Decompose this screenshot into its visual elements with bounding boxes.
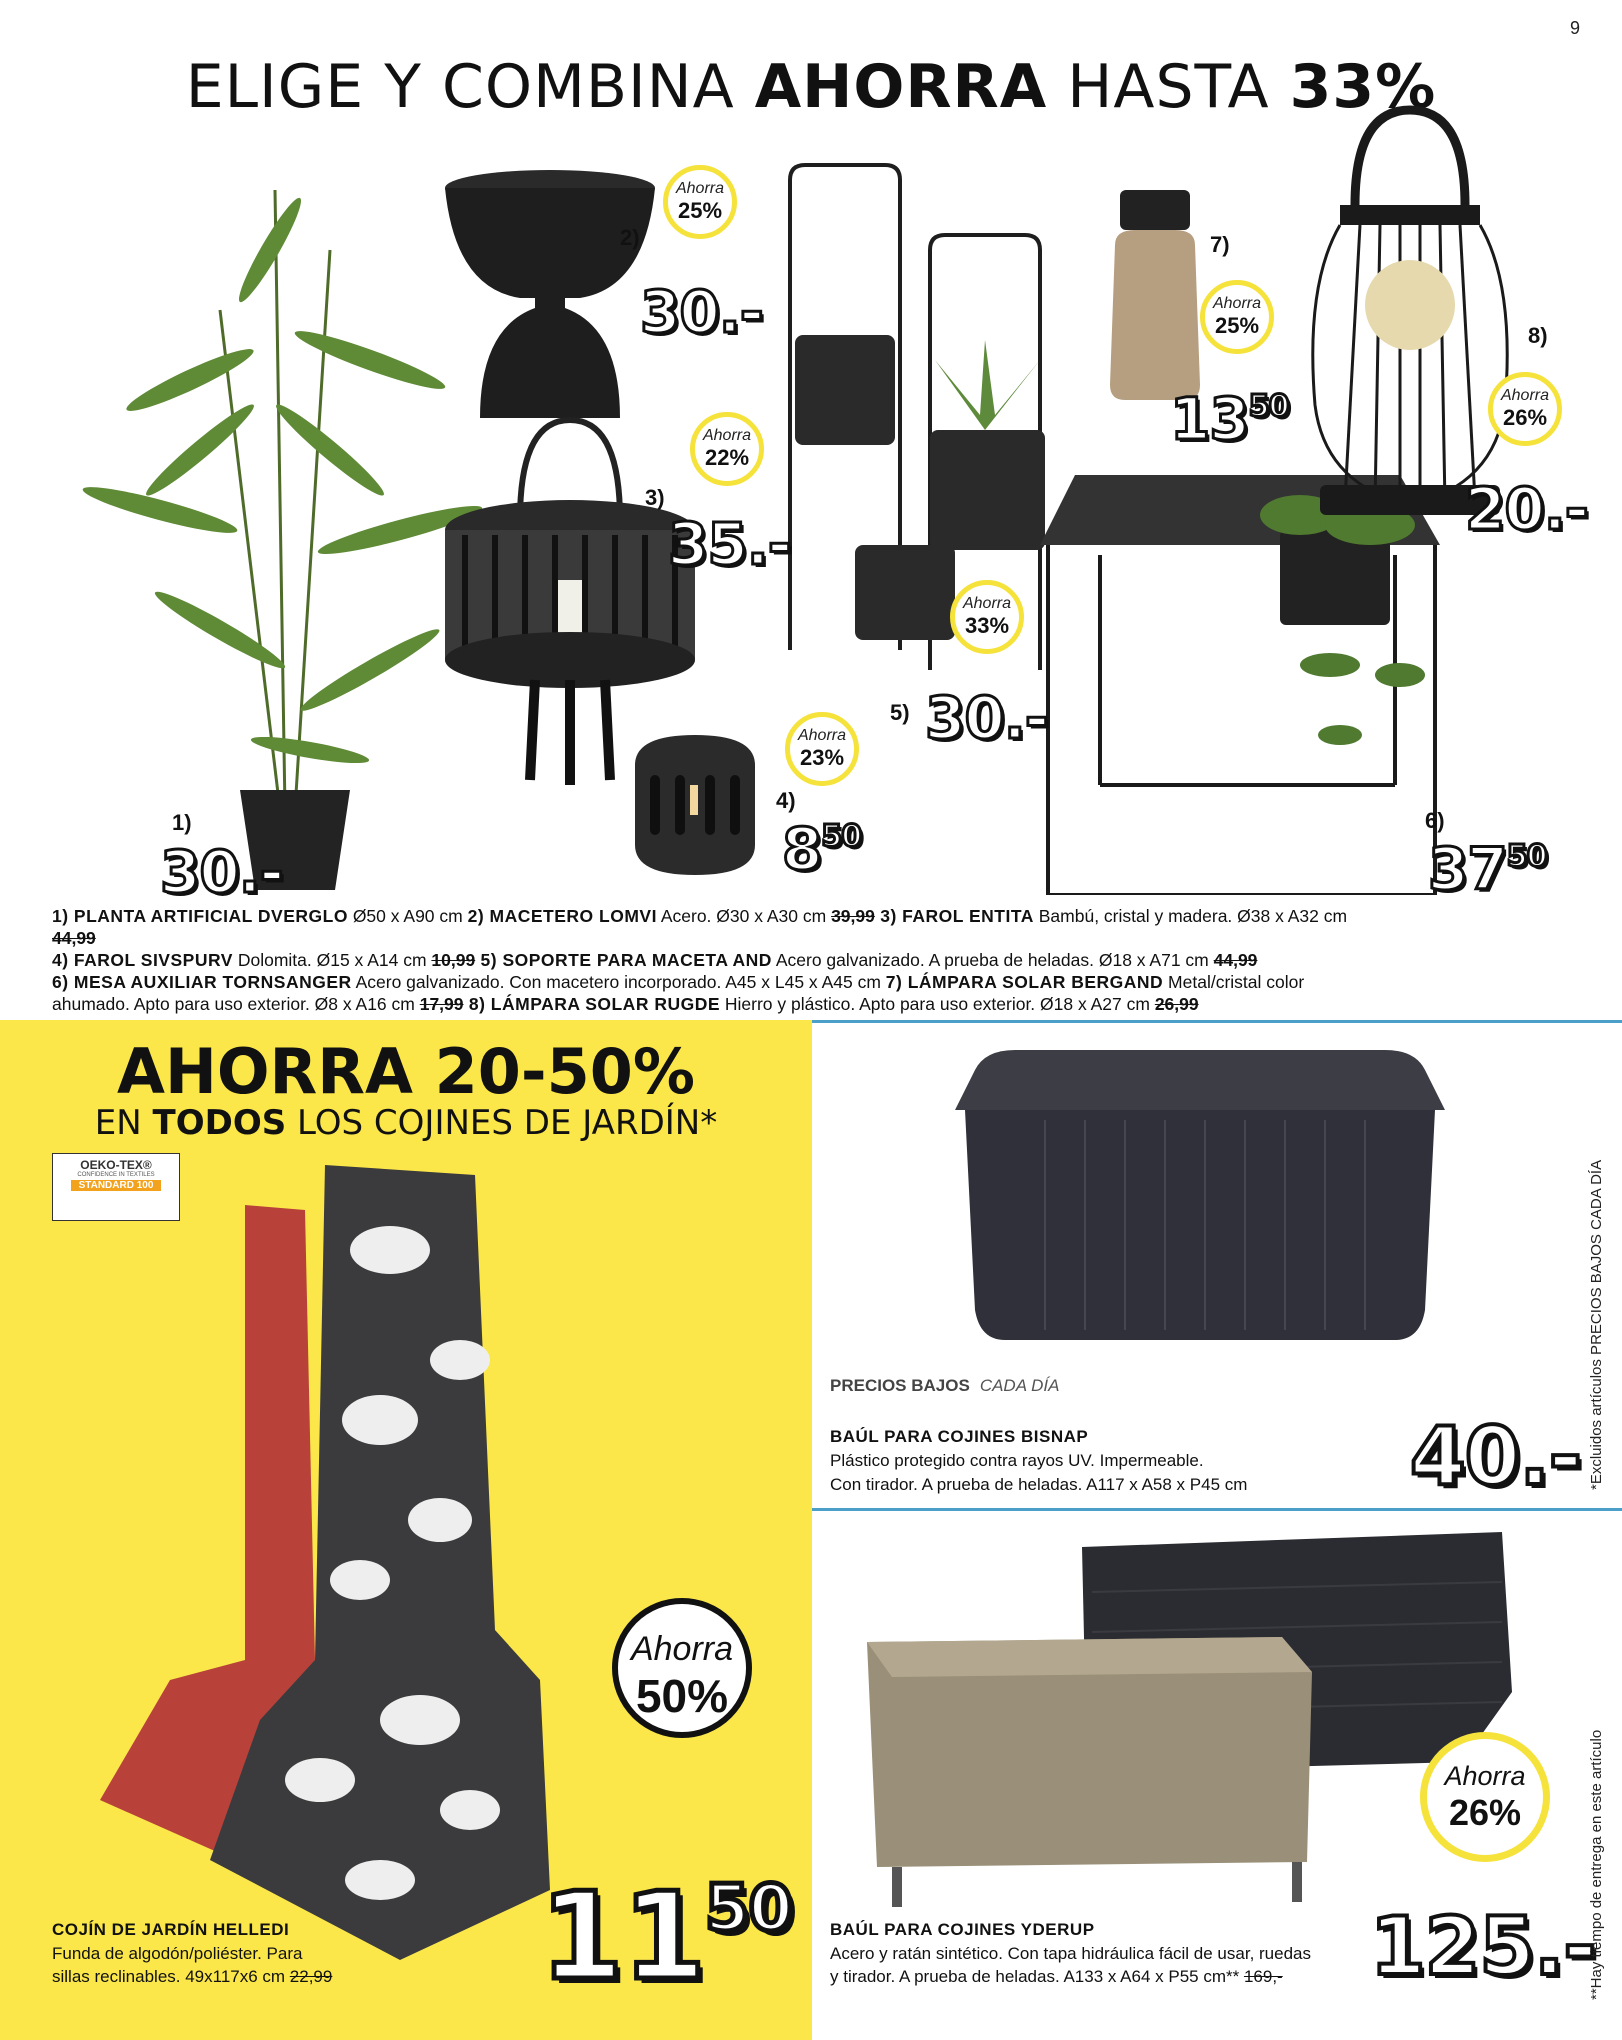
item-number-7: 7) [1210,232,1230,257]
badge-percent: 22% [704,445,750,470]
desc-text: Acero galvanizado. Con macetero incorporado. A45 x L45 x A45 cm [351,972,886,992]
storage-box-yderup-image [862,1532,1522,1912]
pot-image [440,168,660,418]
desc-name: 3) FAROL ENTITA [874,906,1034,926]
desc-text: Acero. Ø30 x A30 cm [656,906,832,926]
badge-label: Ahorra [1444,1761,1526,1791]
desc-text: Ø50 x A90 cm [347,906,468,926]
bisnap-price: 40.- [1410,1410,1581,1503]
badge-percent: 26% [1448,1792,1522,1833]
oeko-subtitle: CONFIDENCE IN TEXTILES [77,1172,155,1178]
headline-bold: AHORRA [754,52,1048,122]
old-price: 39,99 [831,906,875,926]
old-price: 26,99 [1154,994,1199,1014]
page-number: 9 [1569,18,1580,38]
price-5: 30.- [925,684,1048,752]
badge-label: Ahorra [797,727,847,744]
save-badge-7 [1200,280,1274,354]
cushion-desc-1: Funda de algodón/poliéster. Para [52,1944,303,1963]
price-2: 30.- [640,278,763,346]
side-note-excluded: *Excluidos artículos PRECIOS BAJOS CADA DÍA [1588,1159,1605,1490]
headline-part: ELIGE Y COMBINA [185,52,755,122]
item-number-6: 6) [1425,808,1445,833]
price-cents: 50 [1248,389,1289,424]
desc-name: 5) SOPORTE PARA MACETA AND [475,950,772,970]
side-table-image [1040,475,1460,895]
bisnap-desc-1: Plástico protegido contra rayos UV. Impermeable. [830,1451,1204,1470]
old-price: 44,99 [52,928,96,948]
divider-top [812,1020,1622,1023]
yderup-name: BAÚL PARA COJINES YDERUP [830,1920,1095,1939]
storage-box-bisnap-image [955,1050,1445,1345]
old-price: 169,- [1243,1967,1283,1986]
bisnap-desc-2: Con tirador. A prueba de heladas. A117 x A58 x P45 cm [830,1475,1248,1494]
item-number-5: 5) [890,700,910,725]
cushion-image [60,1160,580,1960]
side-note-delivery: **Hay tiempo de entrega en este artículo [1588,1729,1605,2000]
badge-label: Ahorra [675,180,725,197]
save-badge-4 [785,712,859,786]
item-number-1: 1) [172,810,192,835]
desc-text: Dolomita. Ø15 x A14 cm [232,950,432,970]
badge-percent: 33% [964,613,1010,638]
badge-label: Ahorra [962,595,1012,612]
save-badge-yderup [1420,1732,1550,1862]
price-main: 11 [540,1868,705,2007]
desc-name: 2) MACETERO LOMVI [467,906,657,926]
save-badge-5 [950,580,1024,654]
old-price: 17,99 [419,994,464,1014]
cushion-desc-text: sillas reclinables. 49x117x6 cm [52,1967,290,1986]
desc-name: 8) LÁMPARA SOLAR RUGDE [463,994,721,1014]
cushion-price [540,1868,792,2007]
old-price: 22,99 [289,1967,333,1986]
oeko-standard: STANDARD 100 [71,1180,161,1191]
price-4 [782,815,861,883]
badge-percent: 25% [677,198,723,223]
badge-percent: 50% [635,1670,729,1722]
product-descriptions [52,905,1382,1015]
badge-percent: 26% [1502,405,1548,430]
sub-bold: TODOS [152,1103,287,1143]
desc-text: Bambú, cristal y madera. Ø38 x A32 cm [1033,906,1348,926]
desc-text: Hierro y plástico. Apto para uso exterior. Ø18 x A27 cm [720,994,1155,1014]
desc-name: 1) PLANTA ARTIFICIAL DVERGLO [52,906,348,926]
price-cents: 50 [705,1872,793,1946]
price-cents: 50 [821,819,862,854]
precios-bajos-label [830,1376,1059,1396]
solar-lamp-rugde-image [1300,105,1520,525]
lantern-entita-image [440,390,700,790]
desc-text: Metal/cristal color ahumado. Apto para uso exterior. Ø8 x A16 cm [52,972,1305,1014]
save-badge-3 [690,412,764,486]
save-badge-2 [663,165,737,239]
price-main: 37 [1428,835,1507,903]
price-main: 13 [1170,385,1249,453]
cada-dia-text: CADA DÍA [979,1376,1060,1395]
sub-text: EN [94,1103,153,1143]
badge-percent: 23% [799,745,845,770]
yderup-desc-1: Acero y ratán sintético. Con tapa hidráulica fácil de usar, ruedas [830,1944,1311,1963]
badge-label: Ahorra [630,1630,734,1668]
cushion-desc-2 [52,1966,332,1988]
badge-label: Ahorra [702,427,752,444]
bisnap-name: BAÚL PARA COJINES BISNAP [830,1427,1089,1446]
old-price: 10,99 [431,950,476,970]
oeko-title: OEKO-TEX® [80,1158,152,1172]
sub-text: LOS COJINES DE JARDÍN* [286,1103,718,1143]
price-8: 20.- [1465,475,1588,543]
item-number-8: 8) [1528,323,1548,348]
badge-label: Ahorra [1500,387,1550,404]
price-cents: 50 [1506,839,1547,874]
badge-label: Ahorra [1212,295,1262,312]
save-badge-cushion [612,1598,752,1738]
cushions-headline: AHORRA 20-50% [116,1035,696,1108]
headline-part: HASTA [1047,52,1290,122]
price-3: 35.- [668,510,791,578]
headline-bold: 33% [1289,52,1437,122]
save-badge-8 [1488,372,1562,446]
price-7 [1170,385,1288,453]
item-number-4: 4) [776,788,796,813]
price-1: 30.- [160,838,283,906]
solar-lamp-bergand-image [1105,185,1205,405]
item-number-3: 3) [645,485,665,510]
item-number-2: 2) [620,225,640,250]
lantern-sivspurv-image [625,735,765,875]
desc-name: 7) LÁMPARA SOLAR BERGAND [885,972,1164,992]
desc-name: 4) FAROL SIVSPURV [52,950,233,970]
desc-text: Acero galvanizado. A prueba de heladas. Ø18 x A71 cm [771,950,1214,970]
plant-stand-image [785,160,1065,670]
yderup-price: 125.- [1370,1900,1596,1993]
divider-mid [812,1508,1622,1511]
price-6 [1428,835,1546,903]
cushions-subheadline [0,1103,812,1143]
precios-bajos-text: PRECIOS BAJOS [830,1376,970,1395]
price-main: 8 [782,815,822,883]
yderup-desc-2 [830,1966,1283,1988]
cushion-name: COJÍN DE JARDÍN HELLEDI [52,1920,290,1939]
desc-name: 6) MESA AUXILIAR TORNSANGER [52,972,352,992]
badge-percent: 25% [1214,313,1260,338]
yderup-desc-text: y tirador. A prueba de heladas. A133 x A64 x P55 cm** [830,1967,1244,1986]
old-price: 44,99 [1213,950,1258,970]
